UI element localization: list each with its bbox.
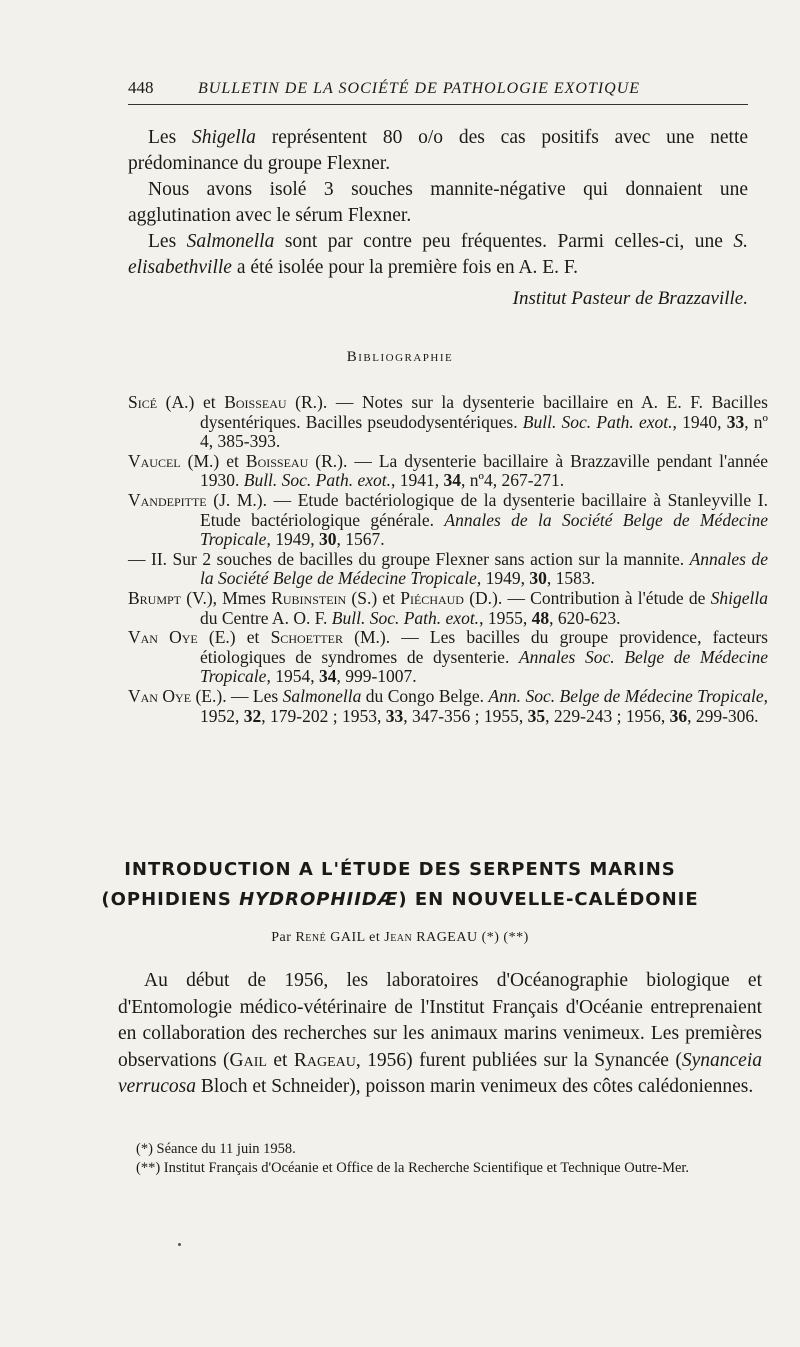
reference-item: Vandepitte (J. M.). — Etude bactériologique de la dysenterie bacillaire à Stanleyville I. Etude bactériologique générale. Annales de la Société Belge de Médecine Tropicale, 1949, 30, 1567. [128,489,768,550]
print-speck [178,1243,181,1246]
reference-item: Vaucel (M.) et Boisseau (R.). — La dysenterie bacillaire à Brazzaville pendant l'année 1930. Bull. Soc. Path. exot., 1941, 34, nº4, 267-271. [128,450,768,491]
reference-item: Van Oye (E.) et Schoetter (M.). — Les bacilles du groupe providence, facteurs étiologiques de syndromes de dysenterie. Annales Soc. Belge de Médecine Tropicale, 1954, 34, 999-1007. [128,627,768,687]
reference-item: Brumpt (V.), Mmes Rubinstein (S.) et Piéchaud (D.). — Contribution à l'étude de Shigella du Centre A. O. F. Bull. Soc. Path. exot., 1955, 48, 620-623. [128,587,768,628]
reference-item: Sicé (A.) et Boisseau (R.). — Notes sur la dysenterie bacillaire en A. E. F. Bacilles dysentériques. Bacilles pseudodysentériques. Bull. Soc. Path. exot., 1940, 33, nº 4, 385-393. [128,392,768,452]
footnote-1: (*) Séance du 11 juin 1958. [136,1141,296,1157]
title-line-2: (OPHIDIENS HYDROPHIIDÆ) EN NOUVELLE-CALÉDONIE [101,889,699,910]
bibliography-heading: Bibliographie [346,349,454,365]
reference-item: — II. Sur 2 souches de bacilles du groupe Flexner sans action sur la mannite. Annales de la Société Belge de Médecine Tropicale, 1949, 30, 1583. [128,548,768,589]
article-title [0,855,800,915]
paragraph-flexner: Nous avons isolé 3 souches mannite-négative qui donnaient une agglutination avec le sérum Flexner. [128,179,748,226]
running-head [128,78,748,105]
closing-paragraphs [128,125,748,281]
title-line-1: INTRODUCTION A L'ÉTUDE DES SERPENTS MARINS [124,859,676,880]
institute-signature: Institut Pasteur de Brazzaville. [512,288,748,309]
paragraph-salmonella: Les Salmonella sont par contre peu fréquentes. Parmi celles-ci, une S. elisabethville a été isolée pour la première fois en A. E. F. [128,231,748,278]
bibliography-list [128,393,768,726]
paragraph-shigella: Les Shigella représentent 80 o/o des cas positifs avec une nette prédominance du groupe Flexner. [128,127,749,174]
footnote-2: (**) Institut Français d'Océanie et Office de la Recherche Scientifique et Technique Outre-Mer. [136,1160,690,1176]
reference-item: Van Oye (E.). — Les Salmonella du Congo Belge. Ann. Soc. Belge de Médecine Tropicale, 1952, 32, 179-202 ; 1953, 33, 347-356 ; 1955, 35, 229-243 ; 1956, 36, 299-306. [128,685,768,726]
page-number: 448 [128,78,154,97]
author-line: Par René GAIL et Jean RAGEAU (*) (**) [271,930,529,945]
footnotes [118,1140,762,1178]
introduction-paragraph: Au début de 1956, les laboratoires d'Océanographie biologique et d'Entomologie médico-vétérinaire de l'Institut Français d'Océanie entreprenaient en collaboration des recherches sur les animaux marins venimeux. Les premières observations (Gail et Rageau, 1956) furent publiées sur la Synancée (Synanceia verrucosa Bloch et Schneider), poisson marin venimeux des côtes calédoniennes. [118,970,763,1097]
journal-title: BULLETIN DE LA SOCIÉTÉ DE PATHOLOGIE EXOTIQUE [198,80,641,97]
